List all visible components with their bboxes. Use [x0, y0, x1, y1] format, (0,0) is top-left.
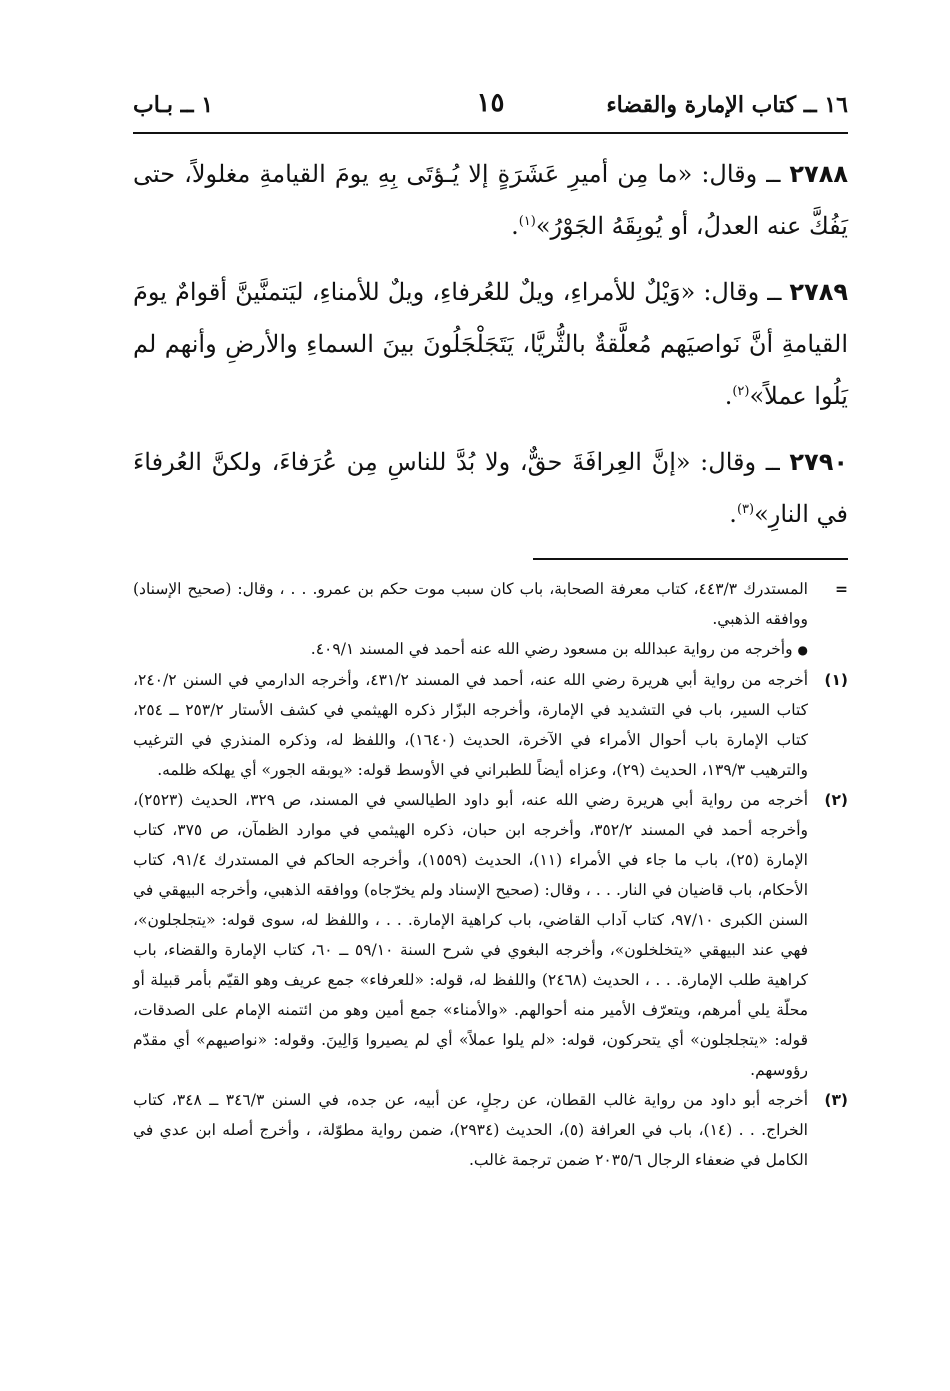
footnote-text [133, 1085, 808, 1175]
footnote-marker: (٣) [824, 1091, 848, 1109]
footnote-2 [133, 785, 848, 1085]
footnote-paragraph: أخرجه من رواية أبي هريرة رضي الله عنه، أبو داود الطيالسي في المسند، ص ٣٢٩، الحديث (٢٥٢٣)، وأخرجه أحمد في المسند ٣٥٢/٢، وأخرجه ابن حبان، ذكره الهيثمي في موارد الظمآن، ص ٣٧٥، كتاب الإمارة (٢٥)، باب ما جاء في الأمراء (١١)، الحديث (١٥٥٩)، وأخرجه الحاكم في المستدرك ٩١/٤، كتاب الأحكام، باب قاضيان في النار. . . ، وقال: (صحيح الإسناد ولم يخرّجاه) ووافقه الذهبي، وأخرجه البيهقي في السنن الكبرى ٩٧/١٠، كتاب آداب القاضي، باب كراهية الإمارة. . . ، واللفظ له، سوى قوله: «يتجلجلون»، فهي عند البيهقي «يتخلخلون»، وأخرجه البغوي في شرح السنة ٥٩/١٠ ــ ٦٠، كتاب الإمارة والقضاء، باب كراهية طلب الإمارة. . . ، الحديث (٢٤٦٨) واللفظ له، قوله: «للعرفاء» جمع عريف وهو القيّم بأمر قبيلة أو محلّة يلي أمرهم، ويتعرّف الأمير منه أحوالهم. «والأمناء» جمع أمين وهو من ائتمنه الإمام على الصدقات، قوله: «يتجلجلون» أي يتحركون، قوله: «لم يلوا عملاً» أي لم يصيروا وَالِينَ. وقوله: «نواصيهم» أي مقدّم رؤوسهم. [133, 791, 809, 1079]
footnote-ref: (٢) [732, 384, 750, 399]
hadith-text: ــ وقال: «إنَّ العِرافَةَ حقٌّ، ولا بُدَّ للناسِ مِن عُرَفاءَ، ولكنَّ العُرفاءَ في النارِ» [133, 448, 848, 528]
footnote-paragraph: أخرجه أبو داود من رواية غالب القطان، عن رجلٍ، عن أبيه، عن جده، في السنن ٣٤٦/٣ ــ ٣٤٨، كتاب الخراج. . . (١٤)، باب في العرافة (٥)، الحديث (٢٩٣٤)، ضمن رواية مطوّلة، ، وأخرج أصله ابن عدي في الكامل في ضعفاء الرجال ٢٠٣٥/٦ ضمن ترجمة غالب. [133, 1091, 808, 1169]
hadith-number: ٢٧٩٠ [789, 448, 848, 476]
footnote-paragraph: المستدرك ٤٤٣/٣، كتاب معرفة الصحابة، باب كان سبب موت حكم بن عمرو. . . ، وقال: (صحيح الإسناد) ووافقه الذهبي. [133, 580, 808, 628]
header-rule [133, 132, 848, 134]
footnotes [133, 574, 848, 1175]
hadith-2788 [133, 148, 848, 252]
footnote-text [133, 665, 808, 785]
footnote-paragraph: ● وأخرجه من رواية عبدالله بن مسعود رضي الله عنه أحمد في المسند ٤٠٩/١. [310, 640, 808, 658]
page-header [133, 88, 848, 128]
section-title: ١ ــ بـاب [133, 92, 214, 118]
hadith-number: ٢٧٨٩ [789, 278, 848, 306]
page-number: ١٥ [476, 88, 505, 118]
hadith-end: . [511, 212, 519, 240]
hadith-2789 [133, 266, 848, 422]
footnote-text [133, 785, 808, 1085]
hadith-text: ــ وقال: «وَيْلٌ للأمراءِ، ويلٌ للعُرفاءِ، ويلٌ للأمناءِ، ليَتمنَّينَّ أقوامٌ يومَ القيامةِ أنَّ نَواصيَهم مُعلَّقةٌ بالثُّريَّا، يَتَجَلْجَلُونَ بينَ السماءِ والأرضِ وأنهم لم يَلُوا عملاً» [133, 278, 848, 410]
footnote-ref: (٣) [736, 502, 755, 517]
footnote-marker: (٢) [824, 791, 848, 809]
footnote-1 [133, 665, 848, 785]
footnote-marker: (١) [824, 671, 848, 689]
footnote-paragraph: أخرجه من رواية أبي هريرة رضي الله عنه، أحمد في المسند ٤٣١/٢، وأخرجه الدارمي في السنن ٢٤٠/٢، كتاب السير، باب في التشديد في الإمارة، وأخرجه البزّار ذكره الهيثمي في كشف الأستار ٢٥٣/٢ ــ ٢٥٤، كتاب الإمارة باب أحوال الأمراء في الآخرة، الحديث (١٦٤٠)، واللفظ له، وذكره المنذري في الترغيب والترهيب ١٣٩/٣، الحديث (٢٩)، وعزاه أيضاً للطبراني في الأوسط قوله: «يوبقه الجور» أي يهلكه ظلمه. [133, 671, 809, 779]
chapter-title: ١٦ ــ كتاب الإمارة والقضاء [606, 92, 848, 118]
footnote-marker: = [835, 580, 848, 598]
footnote-divider [533, 558, 848, 560]
hadith-end: . [729, 500, 737, 528]
footnote-continued [133, 574, 848, 665]
hadith-end: . [724, 382, 733, 410]
hadith-2790 [133, 436, 848, 540]
footnote-3 [133, 1085, 848, 1175]
hadith-number: ٢٧٨٨ [789, 160, 848, 188]
footnote-text [133, 574, 808, 665]
footnote-ref: (١) [518, 214, 536, 229]
book-page [133, 88, 848, 1298]
hadith-text: ــ وقال: «ما مِن أميرِ عَشَرَةٍ إلا يُـؤتَى بِهِ يومَ القيامةِ مغلولاً، حتى يَفُكَّ عنه العدلُ، أو يُوبِقَهُ الجَوْرُ» [133, 160, 848, 240]
bullet-icon: ● [797, 643, 808, 657]
